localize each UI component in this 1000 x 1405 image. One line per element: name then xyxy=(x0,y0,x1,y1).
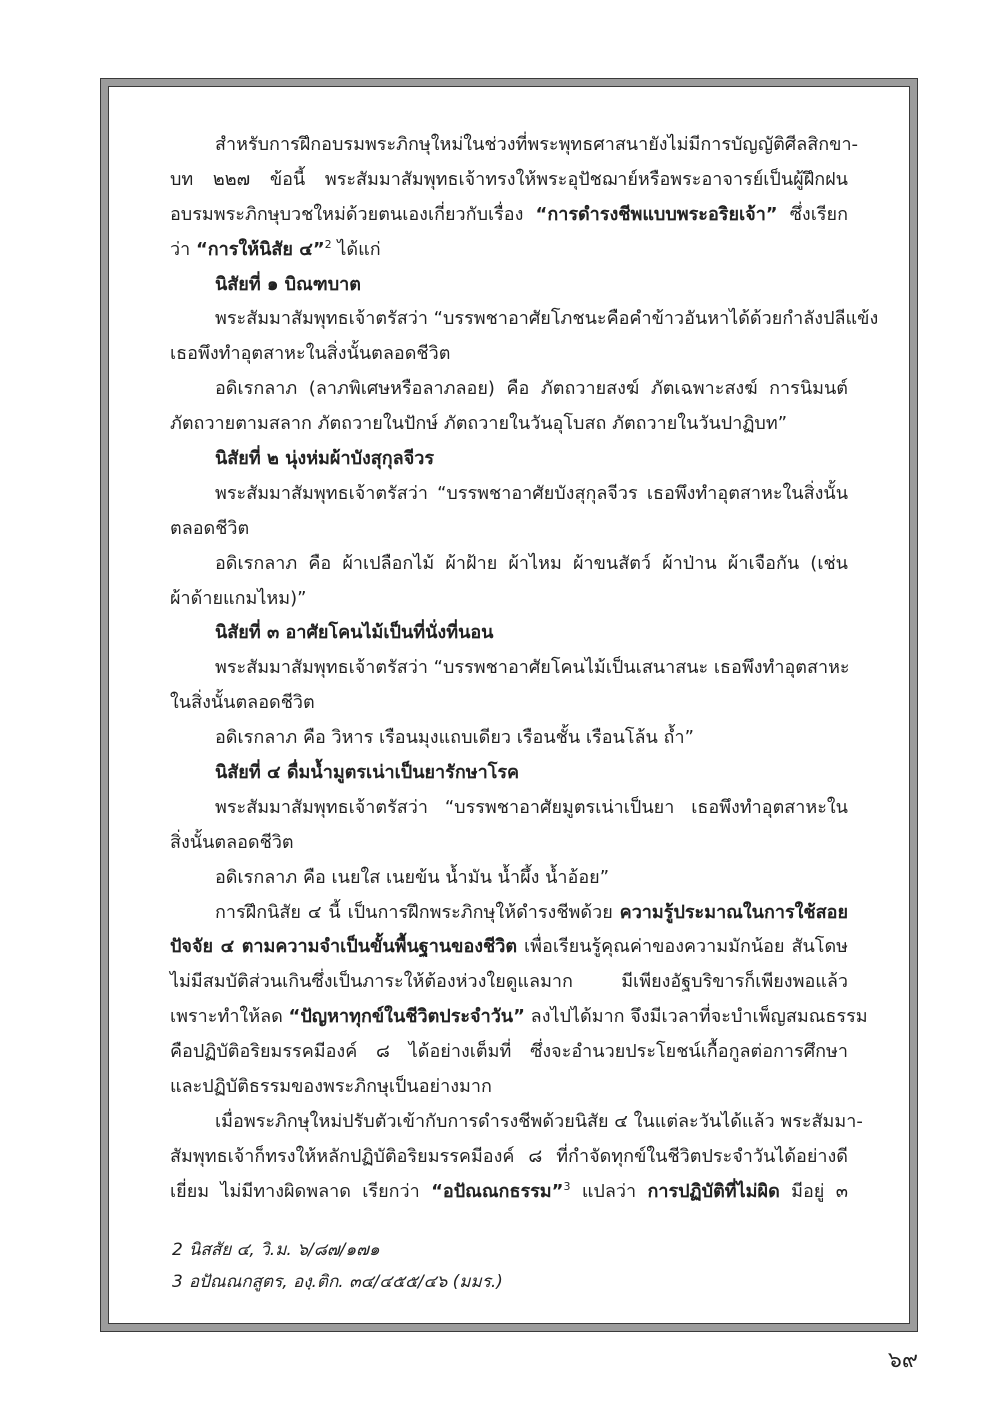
footnotes xyxy=(172,1234,850,1298)
training-line-4 xyxy=(170,1000,868,1035)
bold-phrase: ความรู้ประมาณในการใช้สอย xyxy=(619,901,848,923)
text-run: เพราะทำให้ลด xyxy=(170,1006,289,1028)
teaching-line: ในสิ่งนั้นตลอดชีวิต xyxy=(170,692,315,714)
teaching-line: พระสัมมาสัมพุทธเจ้าตรัสว่า “บรรพชาอาศัยมูตรเน่าเป็นยา เธอพึงทำอุตสาหะใน xyxy=(215,796,848,818)
training-line-6: และปฏิบัติธรรมของพระภิกษุเป็นอย่างมาก xyxy=(170,1076,492,1098)
apannaka-line-2: สัมพุทธเจ้าก็ทรงให้หลักปฏิบัติอริยมรรคมีองค์ ๘ ที่กำจัดทุกข์ในชีวิตประจำวันได้อย่างดี xyxy=(170,1145,848,1167)
footnote-text: อปัณณกสูตร, องฺ.ติก. ๓๔/๔๕๕/๔๖ (มมร.) xyxy=(188,1272,503,1292)
footnote-text: นิสสัย ๔, วิ.ม. ๖/๘๗/๑๗๑ xyxy=(188,1240,380,1260)
text-run: แปลว่า xyxy=(570,1180,648,1202)
text-run: เยี่ยม ไม่มีทางผิดพลาด เรียกว่า xyxy=(170,1180,432,1202)
text-run: ได้แก่ xyxy=(331,238,381,260)
intro-line-3 xyxy=(170,198,848,233)
extra-gains-line: อดิเรกลาภ คือ ผ้าเปลือกไม้ ผ้าฝ้าย ผ้าไหม ผ้าขนสัตว์ ผ้าป่าน ผ้าเจือกัน (เช่น xyxy=(215,552,848,574)
intro-line-4 xyxy=(170,233,848,268)
bold-phrase: “ปัญหาทุกข์ในชีวิตประจำวัน” xyxy=(288,1006,525,1028)
text-run: อบรมพระภิกษุบวชใหม่ด้วยตนเองเกี่ยวกับเรื่อง xyxy=(170,203,536,225)
text-run: มีอยู่ ๓ xyxy=(779,1180,848,1202)
bold-phrase: “อปัณณกธรรม” xyxy=(431,1180,564,1202)
intro-line-1: สำหรับการฝึกอบรมพระภิกษุใหม่ในช่วงที่พระพุทธศาสนายังไม่มีการบัญญัติศีลสิกขา- xyxy=(215,134,859,155)
extra-gains-line: อดิเรกลาภ คือ เนยใส เนยข้น น้ำมัน น้ำผึ้ง น้ำอ้อย” xyxy=(215,866,610,888)
footnote-ref: 3 xyxy=(563,1179,571,1193)
text-run: การฝึกนิสัย ๔ นี้ เป็นการฝึกพระภิกษุให้ดำรงชีพด้วย xyxy=(215,901,620,923)
bold-phrase: “การดำรงชีพแบบพระอริยเจ้า” xyxy=(535,203,778,225)
apannaka-line-3 xyxy=(170,1175,848,1210)
extra-gains-line: อดิเรกลาภ (ลาภพิเศษหรือลาภลอย) คือ ภัตถวายสงฆ์ ภัตเฉพาะสงฆ์ การนิมนต์ xyxy=(215,378,848,400)
section-heading: นิสัยที่ ๔ ดื่มน้ำมูตรเน่าเป็นยารักษาโรค xyxy=(215,762,520,784)
teaching-line: พระสัมมาสัมพุทธเจ้าตรัสว่า “บรรพชาอาศัยโคนไม้เป็นเสนาสนะ เธอพึงทำอุตสาหะ xyxy=(215,657,850,679)
text-run: เพื่อเรียนรู้คุณค่าของความมักน้อย สันโดษ xyxy=(517,936,848,958)
section-heading: นิสัยที่ ๓ อาศัยโคนไม้เป็นที่นั่งที่นอน xyxy=(215,622,494,644)
training-line-1 xyxy=(170,896,848,931)
bold-phrase: การปฏิบัติที่ไม่ผิด xyxy=(647,1180,780,1202)
extra-gains-line: ภัตถวายตามสลาก ภัตถวายในปักษ์ ภัตถวายในวันอุโบสถ ภัตถวายในวันปาฏิบท” xyxy=(170,413,788,435)
extra-gains-line: ผ้าด้ายแกมไหม)” xyxy=(170,587,307,609)
training-line-2 xyxy=(170,930,848,965)
bold-phrase: ปัจจัย ๔ ตามความจำเป็นขั้นพื้นฐานของชีวิต xyxy=(170,936,518,958)
text-run: ซึ่งเรียก xyxy=(777,203,848,225)
teaching-line: สิ่งนั้นตลอดชีวิต xyxy=(170,831,294,853)
extra-gains-line: อดิเรกลาภ คือ วิหาร เรือนมุงแถบเดียว เรือนชั้น เรือนโล้น ถ้ำ” xyxy=(215,727,694,749)
section-heading: นิสัยที่ ๑ บิณฑบาต xyxy=(215,273,361,295)
bold-phrase: “การให้นิสัย ๔” xyxy=(195,238,325,260)
teaching-line: เธอพึงทำอุตสาหะในสิ่งนั้นตลอดชีวิต xyxy=(170,343,451,365)
intro-line-2: บท ๒๒๗ ข้อนี้ พระสัมมาสัมพุทธเจ้าทรงให้พระอุปัชฌาย์หรือพระอาจารย์เป็นผู้ฝึกฝน xyxy=(170,168,848,190)
footnote xyxy=(172,1266,850,1298)
footnote xyxy=(172,1234,850,1266)
main-text xyxy=(170,128,879,1210)
teaching-line: ตลอดชีวิต xyxy=(170,517,250,539)
page-number: ๖๙ xyxy=(887,1348,918,1373)
text-run: ลงไปได้มาก จึงมีเวลาที่จะบำเพ็ญสมณธรรม xyxy=(524,1006,868,1028)
teaching-line: พระสัมมาสัมพุทธเจ้าตรัสว่า “บรรพชาอาศัยบังสุกุลจีวร เธอพึงทำอุตสาหะในสิ่งนั้น xyxy=(215,482,848,504)
training-line-3: ไม่มีสมบัติส่วนเกินซึ่งเป็นภาระให้ต้องห่วงใยดูแลมาก มีเพียงอัฐบริขารก็เพียงพอแล้ว xyxy=(170,971,848,993)
text-run: ว่า xyxy=(170,238,196,260)
training-line-5: คือปฏิบัติอริยมรรคมีองค์ ๘ ได้อย่างเต็มที่ ซึ่งจะอำนวยประโยชน์เกื้อกูลต่อการศึกษา xyxy=(170,1041,848,1063)
footnote-number: 3 xyxy=(172,1272,183,1292)
footnote-ref: 2 xyxy=(324,237,332,251)
teaching-line: พระสัมมาสัมพุทธเจ้าตรัสว่า “บรรพชาอาศัยโภชนะคือคำข้าวอันหาได้ด้วยกำลังปลีแข้ง xyxy=(215,308,879,330)
apannaka-line-1: เมื่อพระภิกษุใหม่ปรับตัวเข้ากับการดำรงชีพด้วยนิสัย ๔ ในแต่ละวันได้แล้ว พระสัมมา- xyxy=(215,1110,863,1132)
footnote-number: 2 xyxy=(172,1240,183,1260)
section-heading: นิสัยที่ ๒ นุ่งห่มผ้าบังสุกุลจีวร xyxy=(215,448,435,470)
